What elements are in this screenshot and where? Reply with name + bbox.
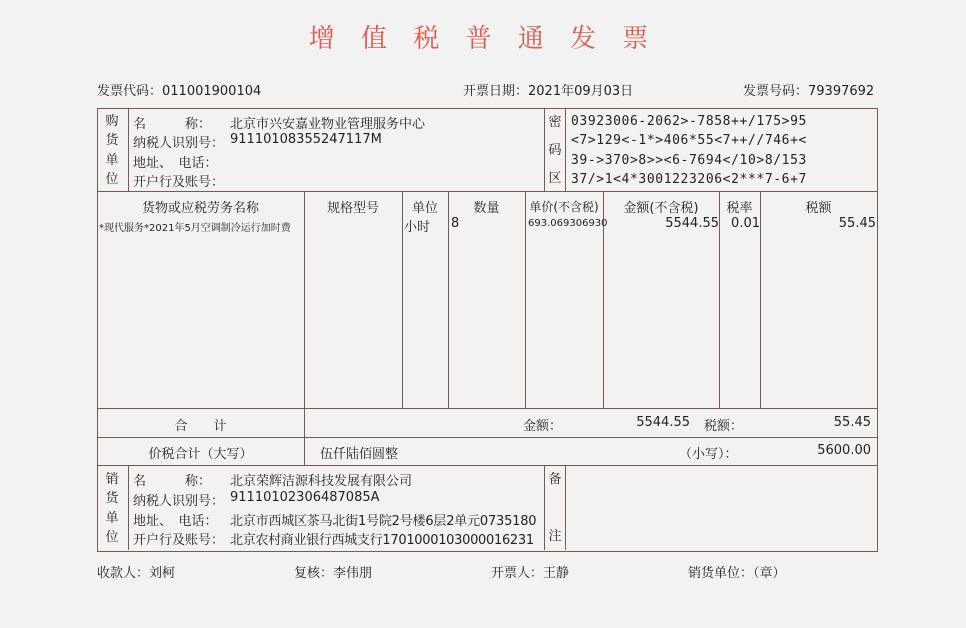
seller-side-char: 位	[105, 530, 119, 545]
item-amount: 5544.55	[665, 216, 719, 231]
seller-taxid-value: 91110102306487085A	[230, 490, 380, 505]
buyer-name-value: 北京市兴安嘉业物业管理服务中心	[230, 117, 426, 132]
grand-total-small-label: （小写）：	[679, 447, 738, 462]
invoice-number-label: 发票号码：	[743, 84, 809, 99]
footer-issuer	[491, 562, 569, 581]
buyer-name-label: 名 称：	[133, 117, 212, 132]
header-qty: 数量	[473, 201, 500, 216]
header-tax-rate: 税率	[726, 201, 753, 216]
header-goods-name: 货物或应税劳务名称	[141, 201, 259, 216]
item-name: *现代服务*2021年5月空调制冷运行加时费	[99, 223, 291, 234]
item-tax-rate: 0.01	[731, 216, 760, 231]
totals-amount-value: 5544.55	[636, 415, 690, 430]
footer-payee	[97, 562, 175, 581]
cipher-line: <7>129<-1*>406*55<7++//746+<	[571, 133, 807, 148]
seller-address-label: 地址、 电话：	[133, 514, 218, 529]
totals-tax-label: 税额：	[704, 419, 744, 434]
invoice-code-value: 011001900104	[162, 84, 262, 99]
buyer-taxid-label: 纳税人识别号：	[133, 136, 225, 151]
item-tax: 55.45	[838, 216, 876, 231]
item-qty: 8	[451, 216, 460, 231]
divider	[304, 191, 305, 437]
payee-value: 刘柯	[149, 566, 176, 581]
header-spec: 规格型号	[326, 201, 379, 216]
seller-side-char: 货	[105, 491, 119, 506]
invoice-number	[743, 80, 874, 99]
divider	[128, 465, 129, 550]
totals-tax-value: 55.45	[833, 415, 871, 430]
header-unit: 单位	[411, 201, 438, 216]
cipher-line: 39->370>8>><6-7694</10>8/153	[571, 153, 807, 168]
invoice-code-label: 发票代码：	[97, 84, 163, 99]
header-amount: 金额(不含税)	[623, 201, 699, 216]
grand-total-small-value: 5600.00	[817, 443, 871, 458]
divider	[304, 437, 305, 465]
totals-label: 合 计	[174, 419, 227, 434]
divider	[402, 191, 403, 408]
cipher-side-char: 码	[548, 143, 562, 158]
item-unit: 小时	[404, 220, 431, 235]
divider	[128, 108, 129, 191]
cipher-side-char: 密	[548, 115, 562, 130]
item-unit-price: 693.069306930	[528, 218, 608, 229]
buyer-side-char: 购	[105, 114, 119, 129]
seller-bank-value: 北京农村商业银行西城支行1701000103000016231	[230, 533, 534, 548]
buyer-side-char: 位	[105, 172, 119, 187]
grand-total-label: 价税合计（大写）	[148, 447, 253, 462]
remarks-side-char: 注	[548, 529, 562, 544]
divider	[97, 465, 877, 466]
issuer-label: 开票人：	[491, 566, 544, 581]
seller-bank-label: 开户行及账号：	[133, 533, 225, 548]
invoice-code	[97, 80, 261, 99]
seller-side-char: 单	[105, 511, 119, 526]
header-unit-price: 单价(不含税)	[529, 200, 599, 214]
invoice-title: 增 值 税 普 通 发 票	[308, 24, 658, 54]
issuer-value: 王静	[543, 566, 570, 581]
divider	[97, 437, 877, 438]
seller-address-value: 北京市西城区茶马北街1号院2号楼6层2单元0735180	[230, 514, 537, 529]
invoice-date	[463, 80, 633, 99]
reviewer-label: 复核：	[294, 566, 334, 581]
footer-reviewer	[294, 562, 372, 581]
seller-name-label: 名 称：	[133, 474, 212, 489]
seller-taxid-label: 纳税人识别号：	[133, 494, 225, 509]
buyer-side-char: 单	[105, 153, 119, 168]
buyer-address-label: 地址、 电话：	[133, 156, 218, 171]
payee-label: 收款人：	[97, 566, 150, 581]
grand-total-words: 伍仟陆佰圆整	[320, 447, 399, 462]
invoice-number-value: 79397692	[808, 84, 875, 99]
invoice-date-label: 开票日期：	[463, 84, 529, 99]
buyer-taxid-value: 91110108355247117M	[230, 132, 382, 147]
header-tax: 税额	[805, 201, 832, 216]
buyer-side-char: 货	[105, 133, 119, 148]
seller-side-char: 销	[105, 472, 119, 487]
footer-seller-stamp: 销货单位：（章）	[688, 566, 786, 581]
invoice-date-value: 2021年09月03日	[528, 84, 634, 99]
cipher-side-char: 区	[548, 171, 562, 186]
divider	[525, 191, 526, 408]
totals-amount-label: 金额：	[523, 419, 563, 434]
buyer-bank-label: 开户行及账号：	[133, 175, 225, 190]
divider	[448, 191, 449, 408]
cipher-line: 37/>1<4*3001223206<2***7-6+7	[571, 172, 807, 187]
divider	[97, 408, 877, 409]
remarks-side-char: 备	[548, 472, 562, 487]
seller-name-value: 北京荣辉洁源科技发展有限公司	[230, 474, 413, 489]
cipher-line: 03923006-2062>-7858++/175>95	[571, 114, 807, 129]
reviewer-value: 李伟朋	[333, 566, 373, 581]
